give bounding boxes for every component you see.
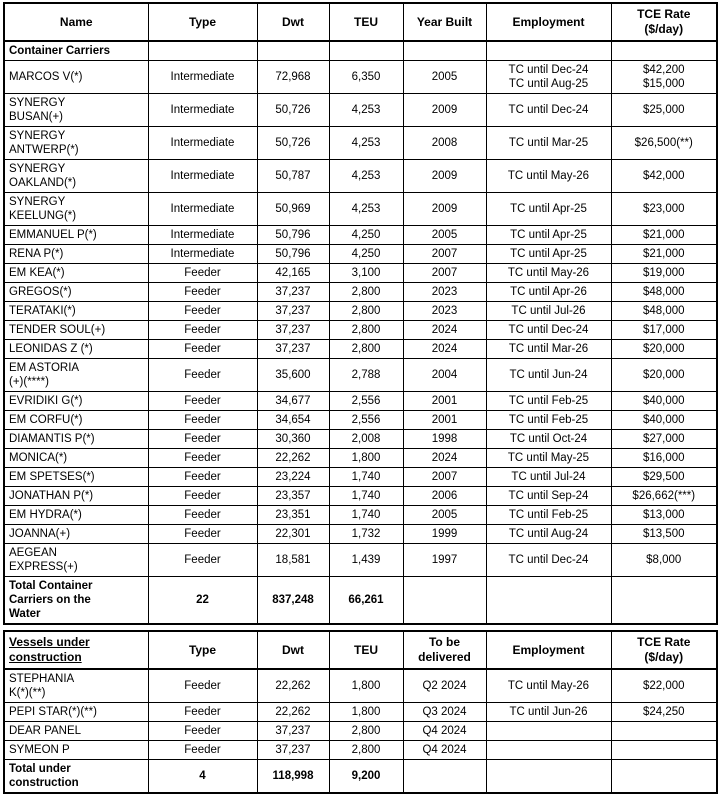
value-cell: 2,800 [329,722,403,741]
value-cell: Feeder [148,669,257,703]
vessel-row [4,411,717,430]
value-cell: 2,556 [329,411,403,430]
value-cell: Feeder [148,302,257,321]
value-cell: 2007 [403,468,486,487]
value-cell: $27,000 [611,430,717,449]
value-cell: TC until Apr-25 [486,193,611,226]
value-cell: 1998 [403,430,486,449]
value-cell: 6,350 [329,61,403,94]
value-cell: TC until Jun-24 [486,359,611,392]
total-row [4,577,717,625]
vessel-name-cell: SYNERGY ANTWERP(*) [4,127,148,160]
value-cell: TC until Jul-26 [486,302,611,321]
value-cell: Intermediate [148,160,257,193]
value-cell: 2023 [403,302,486,321]
value-cell: TC until Jun-26 [486,703,611,722]
value-cell: 4,250 [329,226,403,245]
vessel-name-cell: DEAR PANEL [4,722,148,741]
column-header: Employment [486,631,611,669]
value-cell: $22,000 [611,669,717,703]
value-cell: Feeder [148,487,257,506]
value-cell: 2,800 [329,741,403,760]
value-cell: Q4 2024 [403,741,486,760]
value-cell: $42,000 [611,160,717,193]
underlined-header-text: construction [9,650,82,664]
value-cell: 118,998 [257,760,329,794]
vessel-row [4,226,717,245]
vessel-row [4,264,717,283]
value-cell: 1997 [403,544,486,577]
value-cell: $16,000 [611,449,717,468]
value-cell: 23,224 [257,468,329,487]
value-cell: 50,726 [257,127,329,160]
value-cell: 1,740 [329,487,403,506]
value-cell: Feeder [148,741,257,760]
column-header [4,631,148,669]
column-header: TEU [329,631,403,669]
value-cell: 22 [148,577,257,625]
value-cell: Feeder [148,544,257,577]
value-cell: 1,740 [329,468,403,487]
value-cell: 2024 [403,321,486,340]
column-header: Type [148,3,257,41]
value-cell: 2,800 [329,302,403,321]
vessel-name-cell: Container Carriers [4,41,148,61]
value-cell: Feeder [148,392,257,411]
value-cell: 37,237 [257,722,329,741]
value-cell: 2,800 [329,340,403,359]
construction-table-body [4,669,717,793]
value-cell: 42,165 [257,264,329,283]
value-cell: 2023 [403,283,486,302]
vessel-name-cell: SYNERGY BUSAN(+) [4,94,148,127]
value-cell: 9,200 [329,760,403,794]
value-cell: 22,262 [257,449,329,468]
value-cell: Q3 2024 [403,703,486,722]
value-cell: 37,237 [257,741,329,760]
column-header: Name [4,3,148,41]
value-cell: 50,787 [257,160,329,193]
value-cell: TC until May-26 [486,669,611,703]
vessel-name-cell: AEGEAN EXPRESS(+) [4,544,148,577]
vessel-row [4,283,717,302]
value-cell: Q2 2024 [403,669,486,703]
total-row [4,760,717,794]
value-cell: $40,000 [611,411,717,430]
value-cell: 2004 [403,359,486,392]
vessel-row [4,506,717,525]
vessel-name-cell: GREGOS(*) [4,283,148,302]
value-cell: 37,237 [257,302,329,321]
value-cell: 2,788 [329,359,403,392]
value-cell: Intermediate [148,127,257,160]
value-cell: TC until Apr-25 [486,226,611,245]
header-row [4,631,717,669]
underlined-header-text: Vessels under [9,635,90,649]
value-cell: 3,100 [329,264,403,283]
value-cell: Feeder [148,468,257,487]
value-cell: 1,800 [329,669,403,703]
value-cell: $13,500 [611,525,717,544]
value-cell: Feeder [148,525,257,544]
value-cell [486,741,611,760]
vessel-name-cell: RENA P(*) [4,245,148,264]
value-cell: Intermediate [148,193,257,226]
header-row [4,3,717,41]
vessel-row [4,544,717,577]
value-cell: Feeder [148,411,257,430]
value-cell: $21,000 [611,245,717,264]
vessel-name-cell: TERATAKI(*) [4,302,148,321]
value-cell: Feeder [148,506,257,525]
value-cell: 37,237 [257,340,329,359]
value-cell: 1999 [403,525,486,544]
value-cell: 4 [148,760,257,794]
value-cell: 2001 [403,392,486,411]
column-header: Employment [486,3,611,41]
value-cell: $42,200 $15,000 [611,61,717,94]
value-cell: 2009 [403,160,486,193]
value-cell: $48,000 [611,283,717,302]
value-cell: TC until Dec-24 [486,94,611,127]
value-cell: TC until Aug-24 [486,525,611,544]
vessel-row [4,61,717,94]
value-cell [486,722,611,741]
value-cell: Intermediate [148,61,257,94]
value-cell [611,741,717,760]
vessel-name-cell: DIAMANTIS P(*) [4,430,148,449]
fleet-table [3,2,718,625]
vessel-name-cell: EM KEA(*) [4,264,148,283]
vessel-name-cell: Total under construction [4,760,148,794]
vessel-row [4,741,717,760]
vessel-name-cell: EM SPETSES(*) [4,468,148,487]
value-cell: $8,000 [611,544,717,577]
vessel-name-cell: SYNERGY KEELUNG(*) [4,193,148,226]
value-cell [257,41,329,61]
value-cell: 50,796 [257,245,329,264]
value-cell [403,760,486,794]
value-cell [611,722,717,741]
value-cell: TC until Jul-24 [486,468,611,487]
value-cell: TC until Mar-25 [486,127,611,160]
vessel-name-cell: JONATHAN P(*) [4,487,148,506]
value-cell [329,41,403,61]
value-cell: 2005 [403,61,486,94]
value-cell: $29,500 [611,468,717,487]
value-cell: 37,237 [257,321,329,340]
value-cell: 4,250 [329,245,403,264]
value-cell: TC until Dec-24 [486,544,611,577]
vessel-row [4,722,717,741]
value-cell: 1,740 [329,506,403,525]
value-cell: 66,261 [329,577,403,625]
value-cell: 2,008 [329,430,403,449]
value-cell: TC until Dec-24 [486,321,611,340]
value-cell [611,760,717,794]
value-cell: 2024 [403,340,486,359]
value-cell: TC until Sep-24 [486,487,611,506]
value-cell: TC until May-26 [486,160,611,193]
value-cell: TC until Oct-24 [486,430,611,449]
section-row [4,41,717,61]
vessel-row [4,245,717,264]
value-cell: TC until Mar-26 [486,340,611,359]
vessel-name-cell: JOANNA(+) [4,525,148,544]
vessel-name-cell: EMMANUEL P(*) [4,226,148,245]
vessel-row [4,449,717,468]
vessel-name-cell: PEPI STAR(*)(**) [4,703,148,722]
column-header: To be delivered [403,631,486,669]
value-cell: Feeder [148,340,257,359]
value-cell [403,577,486,625]
value-cell: TC until Dec-24 TC until Aug-25 [486,61,611,94]
value-cell: 2008 [403,127,486,160]
value-cell: 2005 [403,226,486,245]
value-cell: 2005 [403,506,486,525]
value-cell: Feeder [148,359,257,392]
vessels-under-construction-table [3,630,718,794]
value-cell: TC until Apr-25 [486,245,611,264]
value-cell: TC until Feb-25 [486,506,611,525]
value-cell: $25,000 [611,94,717,127]
value-cell: Feeder [148,449,257,468]
vessel-row [4,193,717,226]
value-cell: 1,800 [329,449,403,468]
value-cell: Intermediate [148,226,257,245]
value-cell [486,577,611,625]
value-cell: Feeder [148,703,257,722]
value-cell: Feeder [148,264,257,283]
vessel-row [4,392,717,411]
vessel-row [4,321,717,340]
value-cell: 2007 [403,264,486,283]
value-cell: 23,351 [257,506,329,525]
value-cell: TC until Apr-26 [486,283,611,302]
value-cell: 23,357 [257,487,329,506]
value-cell: $23,000 [611,193,717,226]
value-cell: 2009 [403,94,486,127]
value-cell [486,760,611,794]
value-cell: 1,800 [329,703,403,722]
value-cell: 837,248 [257,577,329,625]
value-cell: $20,000 [611,359,717,392]
vessel-name-cell: TENDER SOUL(+) [4,321,148,340]
vessel-row [4,127,717,160]
value-cell: 50,726 [257,94,329,127]
value-cell: 30,360 [257,430,329,449]
fleet-table-header [4,3,717,41]
vessel-row [4,430,717,449]
value-cell: TC until Feb-25 [486,392,611,411]
vessel-name-cell: EM CORFU(*) [4,411,148,430]
vessel-row [4,468,717,487]
vessel-name-cell: EM ASTORIA (+)(****) [4,359,148,392]
value-cell: $13,000 [611,506,717,525]
value-cell: 2,800 [329,283,403,302]
value-cell: $19,000 [611,264,717,283]
column-header: Dwt [257,3,329,41]
value-cell [486,41,611,61]
value-cell: 2,556 [329,392,403,411]
value-cell: 22,301 [257,525,329,544]
vessel-row [4,525,717,544]
value-cell: TC until Feb-25 [486,411,611,430]
value-cell: Q4 2024 [403,722,486,741]
fleet-table-body [4,41,717,624]
vessel-name-cell: LEONIDAS Z (*) [4,340,148,359]
value-cell: $26,500(**) [611,127,717,160]
value-cell: 2007 [403,245,486,264]
value-cell: TC until May-25 [486,449,611,468]
vessel-row [4,94,717,127]
value-cell: 2024 [403,449,486,468]
value-cell: 18,581 [257,544,329,577]
value-cell: Feeder [148,722,257,741]
value-cell: 22,262 [257,703,329,722]
value-cell: 50,969 [257,193,329,226]
value-cell: 34,654 [257,411,329,430]
vessel-name-cell: Total Container Carriers on the Water [4,577,148,625]
value-cell: 4,253 [329,193,403,226]
value-cell: 22,262 [257,669,329,703]
vessel-row [4,703,717,722]
vessel-row [4,302,717,321]
column-header: Dwt [257,631,329,669]
value-cell: Feeder [148,321,257,340]
value-cell: $48,000 [611,302,717,321]
value-cell: 35,600 [257,359,329,392]
column-header: TEU [329,3,403,41]
vessel-name-cell: SYMEON P [4,741,148,760]
value-cell: 1,439 [329,544,403,577]
value-cell: Intermediate [148,245,257,264]
value-cell: $40,000 [611,392,717,411]
vessel-row [4,160,717,193]
value-cell: Intermediate [148,94,257,127]
value-cell: 4,253 [329,160,403,193]
construction-table-header [4,631,717,669]
vessel-name-cell: MONICA(*) [4,449,148,468]
value-cell [611,577,717,625]
value-cell: 2006 [403,487,486,506]
value-cell: 2,800 [329,321,403,340]
value-cell: $26,662(***) [611,487,717,506]
value-cell: 2001 [403,411,486,430]
value-cell [611,41,717,61]
value-cell: Feeder [148,430,257,449]
vessel-row [4,487,717,506]
value-cell: 4,253 [329,94,403,127]
value-cell: $17,000 [611,321,717,340]
column-header: Type [148,631,257,669]
value-cell: Feeder [148,283,257,302]
value-cell: 72,968 [257,61,329,94]
value-cell [148,41,257,61]
vessel-name-cell: EM HYDRA(*) [4,506,148,525]
vessel-name-cell: STEPHANIA K(*)(**) [4,669,148,703]
vessel-name-cell: SYNERGY OAKLAND(*) [4,160,148,193]
value-cell [403,41,486,61]
column-header: TCE Rate ($/day) [611,631,717,669]
value-cell: $20,000 [611,340,717,359]
vessel-row [4,669,717,703]
vessel-row [4,359,717,392]
value-cell: TC until May-26 [486,264,611,283]
column-header: TCE Rate ($/day) [611,3,717,41]
value-cell: 1,732 [329,525,403,544]
value-cell: 34,677 [257,392,329,411]
value-cell: $21,000 [611,226,717,245]
value-cell: 2009 [403,193,486,226]
value-cell: 37,237 [257,283,329,302]
value-cell: 50,796 [257,226,329,245]
column-header: Year Built [403,3,486,41]
vessel-row [4,340,717,359]
vessel-name-cell: EVRIDIKI G(*) [4,392,148,411]
vessel-name-cell: MARCOS V(*) [4,61,148,94]
value-cell: 4,253 [329,127,403,160]
value-cell: $24,250 [611,703,717,722]
